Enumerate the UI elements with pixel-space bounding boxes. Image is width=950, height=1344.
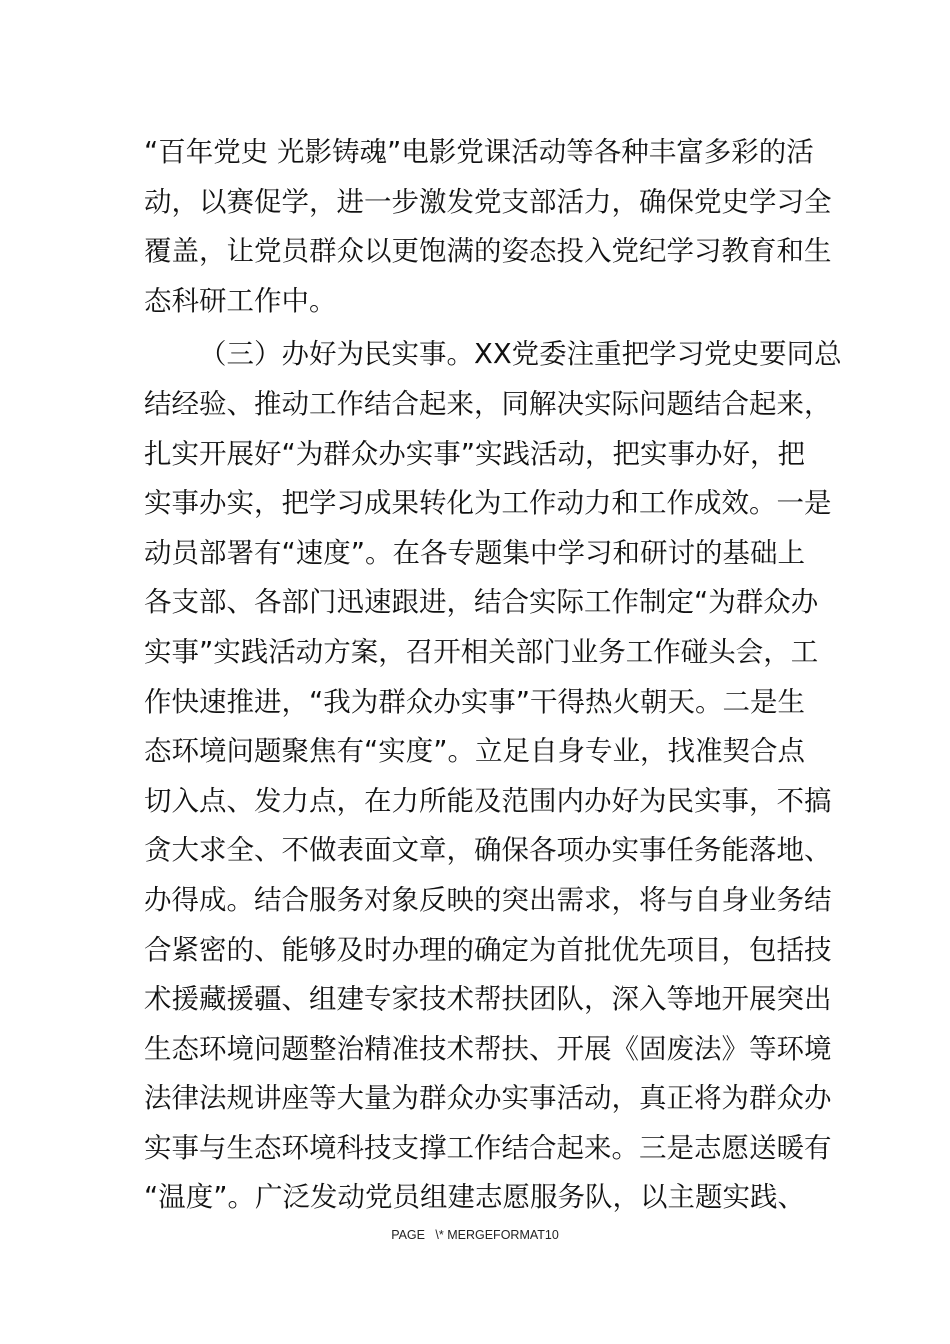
text-line: 态环境问题聚焦有“实度”。立足自身专业，找准契合点 [144,735,805,768]
text-line: 扎实开展好“为群众办实事”实践活动，把实事办好，把 [144,437,805,470]
text-line: 态科研工作中。 [144,284,337,317]
text-line: 生态环境问题整治精准技术帮扶、开展《固废法》等环境 [144,1032,832,1065]
page-footer: PAGE \* MERGEFORMAT10 [391,1228,559,1242]
text-line: 覆盖，让党员群众以更饱满的姿态投入党纪学习教育和生 [144,235,832,268]
text-line: 切入点、发力点，在力所能及范围内办好为民实事，不搞 [144,784,832,817]
text-line: 动，以赛促学，进一步激发党支部活力，确保党史学习全 [144,185,832,218]
text-line: 法律法规讲座等大量为群众办实事活动，真正将为群众办 [144,1082,832,1115]
paragraph [144,128,832,326]
text-line: 各支部、各部门迅速跟进，结合实际工作制定“为群众办 [144,586,819,619]
text-line: 办得成。结合服务对象反映的突出需求，将与自身业务结 [144,883,832,916]
text-line: 实事”实践活动方案，召开相关部门业务工作碰头会，工 [144,635,819,668]
text-line: 作快速推进，“我为群众办实事”干得热火朝天。二是生 [144,685,805,718]
text-line: 实事与生态环境科技支撑工作结合起来。三是志愿送暖有 [144,1131,832,1164]
text-line: “温度”。广泛发动党员组建志愿服务队，以主题实践、 [144,1181,805,1214]
paragraph [144,330,842,1223]
text-line: 术援藏援疆、组建专家技术帮扶团队，深入等地开展突出 [144,983,832,1016]
text-line: “百年党史 光影铸魂”电影党课活动等各种丰富多彩的活 [144,136,814,168]
text-line: 结经验、推动工作结合起来，同解决实际问题结合起来， [144,387,832,420]
text-line: 贪大求全、不做表面文章，确保各项办实事任务能落地、 [144,834,832,867]
text-line: 合紧密的、能够及时办理的确定为首批优先项目，包括技 [144,933,832,966]
text-line: 动员部署有“速度”。在各专题集中学习和研讨的基础上 [144,536,805,569]
text-line: （三）办好为民实事。XX党委注重把学习党史要同总 [199,338,842,371]
text-line: 实事办实，把学习成果转化为工作动力和工作成效。一是 [144,487,832,520]
document-body [144,128,842,1223]
